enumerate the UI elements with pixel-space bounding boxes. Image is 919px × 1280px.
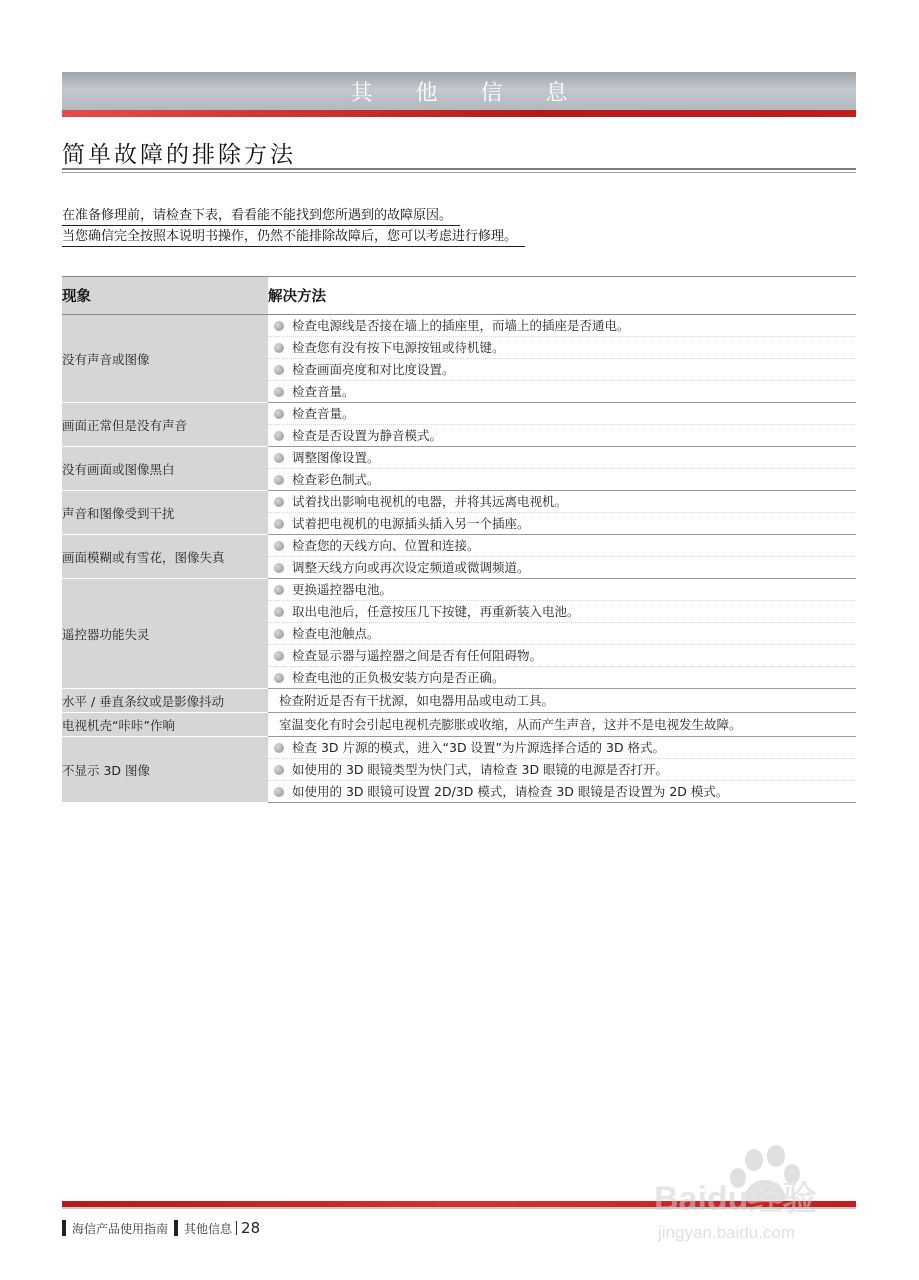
- solution-text: 如使用的 3D 眼镜类型为快门式，请检查 3D 眼镜的电源是否打开。: [292, 762, 669, 777]
- solution-text: 试着找出影响电视机的电器，并将其远离电视机。: [292, 494, 568, 509]
- bullet-icon: [274, 651, 284, 661]
- symptom-cell: 电视机壳“咔咔”作响: [62, 713, 268, 737]
- bullet-icon: [274, 585, 284, 595]
- table-row: [62, 737, 856, 803]
- symptom-cell: 没有声音或图像: [62, 315, 268, 403]
- bullet-icon: [274, 475, 284, 485]
- solution-cell: [268, 689, 856, 713]
- baidu-watermark: [650, 1138, 860, 1248]
- section-title: 简单故障的排除方法: [62, 142, 296, 168]
- bullet-icon: [274, 409, 284, 419]
- bullet-icon: [274, 365, 284, 375]
- intro-line-2: 当您确信完全按照本说明书操作，仍然不能排除故障后，您可以考虑进行修理。: [62, 227, 525, 247]
- footer-bar-mark: [62, 1220, 66, 1236]
- solution-item: [268, 424, 856, 446]
- intro-text: [62, 205, 525, 247]
- solution-item: [268, 380, 856, 402]
- watermark-url: jingyan.baidu.com: [658, 1223, 796, 1242]
- solution-item: [268, 600, 856, 622]
- solution-text: 更换遥控器电池。: [292, 582, 393, 597]
- table-body: [62, 315, 856, 803]
- solution-text: 调整图像设置。: [292, 450, 380, 465]
- title-rule: [62, 168, 856, 170]
- solution-cell: [268, 737, 856, 803]
- header-symptom: 现象: [62, 277, 268, 315]
- symptom-cell: 水平 / 垂直条纹或是影像抖动: [62, 689, 268, 713]
- table-row: [62, 447, 856, 491]
- bullet-icon: [274, 321, 284, 331]
- solution-cell: [268, 491, 856, 535]
- solution-item: [268, 535, 856, 556]
- bullet-icon: [274, 787, 284, 797]
- symptom-cell: 画面正常但是没有声音: [62, 403, 268, 447]
- footer-section: 其他信息: [184, 1221, 233, 1236]
- solution-text: 检查附近是否有干扰源，如电器用品或电动工具。: [279, 693, 555, 708]
- solution-item: [268, 689, 856, 712]
- solution-text: 检查电源线是否接在墙上的插座里，而墙上的插座是否通电。: [292, 318, 630, 333]
- solution-cell: [268, 447, 856, 491]
- solution-text: 检查音量。: [292, 406, 355, 421]
- bullet-icon: [274, 387, 284, 397]
- solution-text: 检查画面亮度和对比度设置。: [292, 362, 455, 377]
- footer-bar-mark: [174, 1220, 178, 1236]
- bullet-icon: [274, 607, 284, 617]
- bullet-icon: [274, 629, 284, 639]
- solution-text: 调整天线方向或再次设定频道或微调频道。: [292, 560, 530, 575]
- table-row: [62, 315, 856, 403]
- solution-text: 检查 3D 片源的模式，进入“3D 设置”为片源选择合适的 3D 格式。: [292, 740, 666, 755]
- symptom-cell: 没有画面或图像黑白: [62, 447, 268, 491]
- solution-item: [268, 512, 856, 534]
- page-number: 28: [241, 1219, 261, 1237]
- bullet-icon: [274, 431, 284, 441]
- solution-item: [268, 737, 856, 758]
- solution-cell: [268, 579, 856, 689]
- solution-text: 检查您有没有按下电源按钮或待机键。: [292, 340, 505, 355]
- solution-text: 室温变化有时会引起电视机壳膨胀或收缩，从而产生声音，这并不是电视发生故障。: [279, 717, 742, 732]
- footer-separator: [236, 1221, 237, 1235]
- solution-item: [268, 644, 856, 666]
- footer: [62, 1219, 260, 1237]
- table-row: [62, 713, 856, 737]
- solution-text: 检查电池的正负极安装方向是否正确。: [292, 670, 505, 685]
- bullet-icon: [274, 519, 284, 529]
- table-row: [62, 491, 856, 535]
- footer-guide: 海信产品使用指南: [72, 1221, 169, 1236]
- solution-item: [268, 758, 856, 780]
- solution-text: 检查电池触点。: [292, 626, 380, 641]
- solution-item: [268, 336, 856, 358]
- solution-text: 检查音量。: [292, 384, 355, 399]
- solution-item: [268, 780, 856, 802]
- bullet-icon: [274, 765, 284, 775]
- table-header-row: [62, 277, 856, 315]
- table-row: [62, 535, 856, 579]
- solution-item: [268, 447, 856, 468]
- symptom-cell: 画面模糊或有雪花，图像失真: [62, 535, 268, 579]
- title-rule-thin: [62, 172, 856, 173]
- intro-line-1: 在准备修理前，请检查下表，看看能不能找到您所遇到的故障原因。: [62, 206, 460, 226]
- solution-text: 取出电池后，任意按压几下按键，再重新装入电池。: [292, 604, 580, 619]
- solution-item: [268, 403, 856, 424]
- bullet-icon: [274, 743, 284, 753]
- solution-item: [268, 315, 856, 336]
- header-solution: 解决方法: [268, 277, 856, 315]
- solution-item: [268, 556, 856, 578]
- solution-cell: [268, 315, 856, 403]
- bullet-icon: [274, 541, 284, 551]
- solution-item: [268, 358, 856, 380]
- header-banner: [62, 72, 856, 110]
- solution-text: 如使用的 3D 眼镜可设置 2D/3D 模式，请检查 3D 眼镜是否设置为 2D 模式。: [292, 784, 729, 799]
- troubleshooting-table: [62, 276, 856, 803]
- symptom-cell: 遥控器功能失灵: [62, 579, 268, 689]
- symptom-cell: 声音和图像受到干扰: [62, 491, 268, 535]
- banner-title: 其 他 信 息: [350, 80, 586, 106]
- solution-text: 检查您的天线方向、位置和连接。: [292, 538, 480, 553]
- solution-text: 检查显示器与遥控器之间是否有任何阻碍物。: [292, 648, 543, 663]
- table-row: [62, 579, 856, 689]
- bullet-icon: [274, 343, 284, 353]
- header-accent-bar: [62, 110, 856, 117]
- paw-icon: [650, 1138, 860, 1248]
- solution-item: [268, 622, 856, 644]
- solution-text: 检查彩色制式。: [292, 472, 380, 487]
- bullet-icon: [274, 563, 284, 573]
- table-row: [62, 403, 856, 447]
- solution-text: 检查是否设置为静音模式。: [292, 428, 443, 443]
- solution-cell: [268, 713, 856, 737]
- solution-item: [268, 468, 856, 490]
- solution-cell: [268, 535, 856, 579]
- bullet-icon: [274, 497, 284, 507]
- solution-item: [268, 491, 856, 512]
- solution-item: [268, 713, 856, 736]
- bullet-icon: [274, 673, 284, 683]
- bullet-icon: [274, 453, 284, 463]
- table-row: [62, 689, 856, 713]
- solution-cell: [268, 403, 856, 447]
- solution-item: [268, 579, 856, 600]
- solution-item: [268, 666, 856, 688]
- watermark-brand: Baidu经验: [654, 1180, 817, 1218]
- symptom-cell: 不显示 3D 图像: [62, 737, 268, 803]
- solution-text: 试着把电视机的电源插头插入另一个插座。: [292, 516, 530, 531]
